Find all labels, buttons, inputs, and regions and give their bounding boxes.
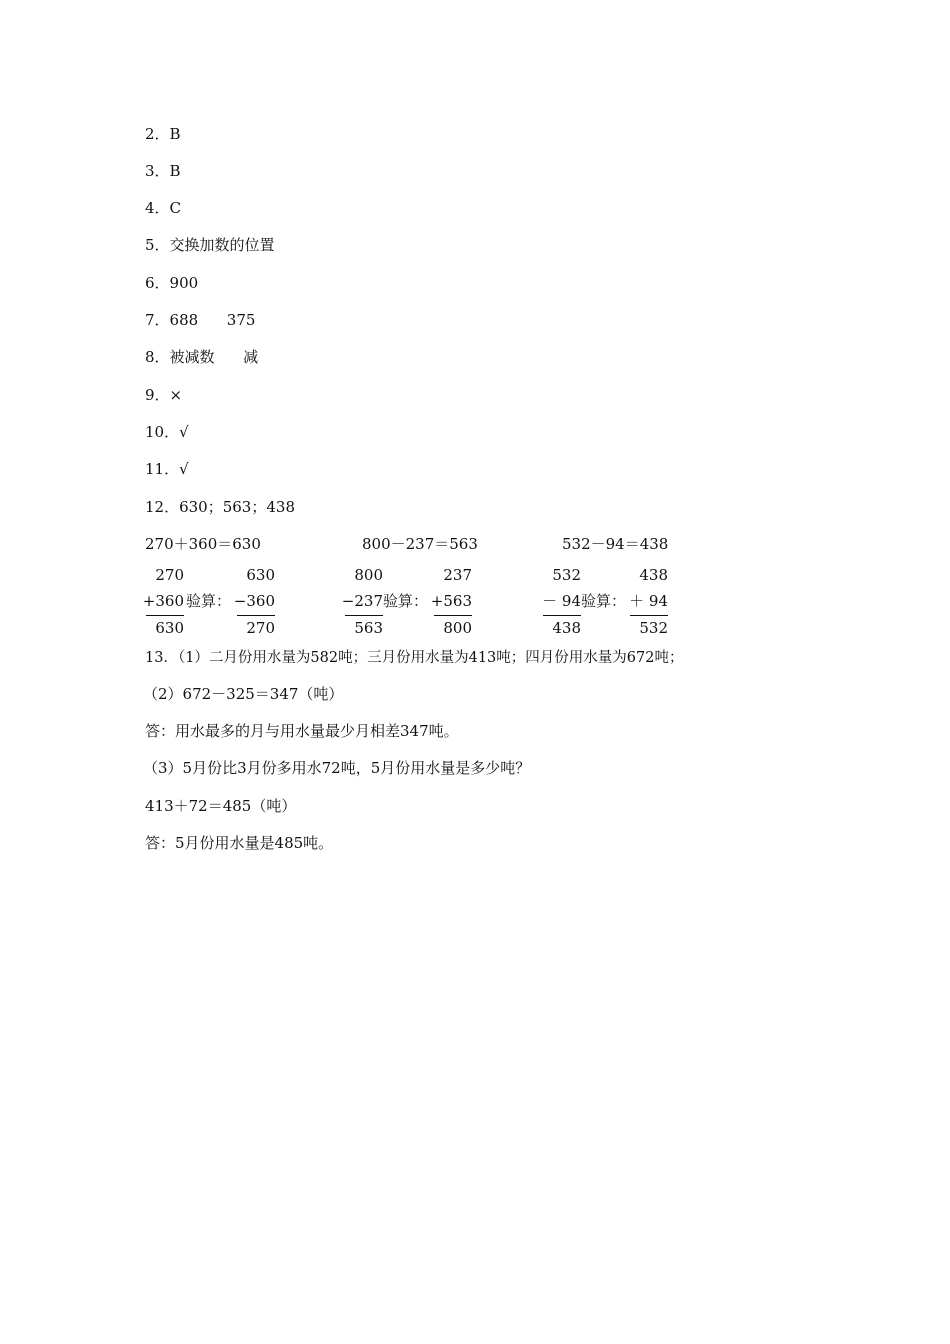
answer-11: 11．√ <box>145 460 189 478</box>
check-label: 验算： <box>383 592 429 610</box>
check-rule <box>434 615 472 616</box>
answer-12: 12．630；563；438 <box>145 498 295 516</box>
calc-rule <box>146 615 184 616</box>
check-rule <box>237 615 275 616</box>
vertical-calc-2: 800 −237 563 <box>341 566 383 637</box>
answer-3: 3．B <box>145 162 181 180</box>
q13-part1: 13．（1）二月份用水量为582吨；三月份用水量为413吨；四月份用水量为672吨； <box>145 650 684 666</box>
vertical-check-2: 237 +563 800 <box>430 566 472 637</box>
vertical-calc-1: 270 +360 630 <box>142 566 184 637</box>
vertical-check-1: 630 −360 270 <box>233 566 275 637</box>
check-label: 验算： <box>581 592 627 610</box>
q13-part3-calc: 413＋72＝485（吨） <box>145 797 297 815</box>
vertical-check-3: 438 ＋ 94 532 <box>629 566 668 637</box>
answer-5: 5．交换加数的位置 <box>145 236 275 254</box>
q13-answer3: 答：5月份用水量是485吨。 <box>145 834 334 852</box>
answer-6: 6．900 <box>145 274 199 292</box>
answer-4: 4．C <box>145 199 182 217</box>
answer-10: 10．√ <box>145 423 189 441</box>
check-label: 验算： <box>186 592 232 610</box>
check-rule <box>630 615 668 616</box>
vertical-calc-3: 532 － 94 438 <box>542 566 581 637</box>
calc-rule <box>345 615 383 616</box>
equation-1: 270＋360＝630 <box>145 535 261 553</box>
q13-part3: （3）5月份比3月份多用水72吨，5月份用水量是多少吨？ <box>143 759 531 777</box>
calc-rule <box>543 615 581 616</box>
equation-2: 800－237＝563 <box>362 535 478 553</box>
answer-9: 9．× <box>145 386 183 404</box>
answer-8: 8．被减数 减 <box>145 348 259 366</box>
equation-3: 532－94＝438 <box>562 535 669 553</box>
q13-part2: （2）672－325＝347（吨） <box>143 685 344 703</box>
answer-2: 2．B <box>145 125 181 143</box>
q13-answer2: 答：用水最多的月与用水量最少月相差347吨。 <box>145 722 459 740</box>
answer-7: 7．688 375 <box>145 311 256 329</box>
